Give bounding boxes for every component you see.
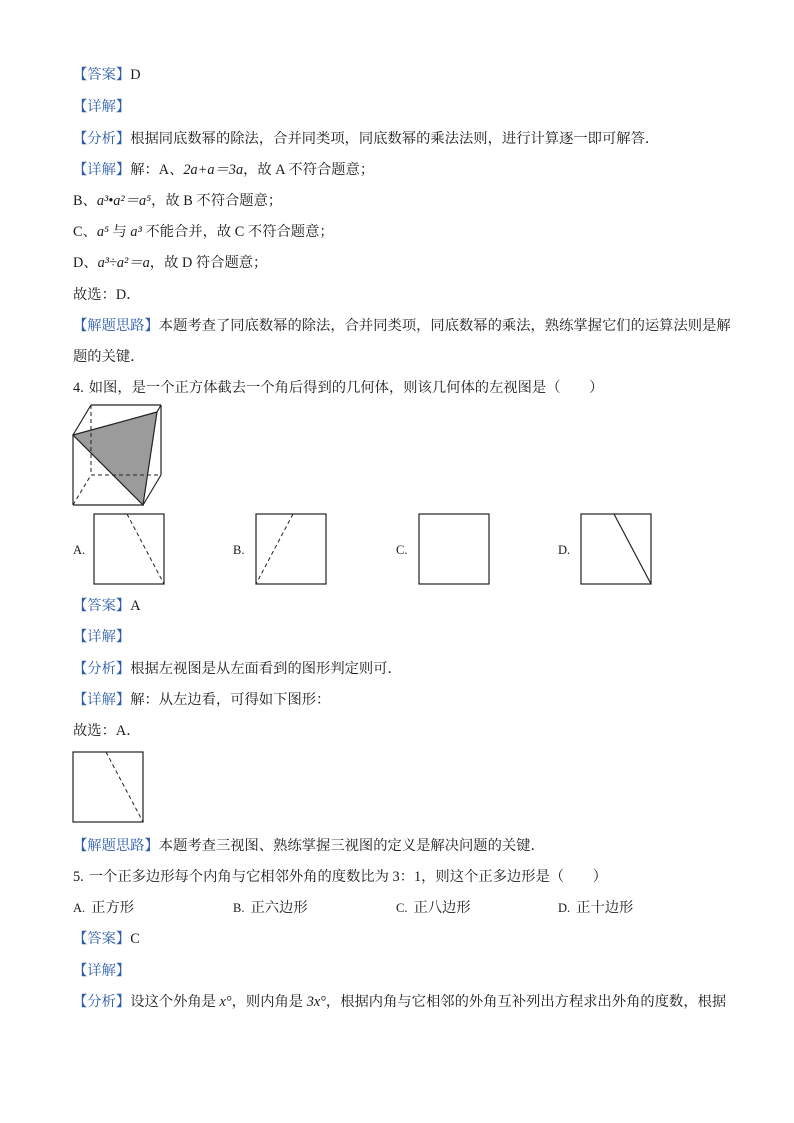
option-c-view [418, 513, 490, 585]
q5-analysis [73, 992, 726, 1012]
q5-detail-heading [73, 961, 130, 981]
math-expression: a³•a²＝a⁵ [96, 193, 152, 209]
q4-choice: 故选：A． [73, 723, 141, 739]
q3-choice: 故选：D． [73, 287, 141, 303]
view-square [94, 514, 164, 584]
q3-solution-line-c [73, 222, 334, 242]
option-letter: C. [396, 543, 408, 557]
math-expression: x° [219, 994, 232, 1010]
analysis-text: ，根据内角与它相邻的外角互补列出方程求出外角的度数，根据 [325, 994, 727, 1010]
q5-option-d [558, 898, 633, 918]
dashed-line [127, 514, 164, 584]
option-a-label [73, 540, 91, 560]
option-letter: B. [233, 901, 245, 915]
answer-label: 【答案】 [73, 67, 131, 83]
option-letter: D. [558, 901, 571, 915]
option-text: 正十边形 [576, 900, 634, 916]
q3-answer [73, 65, 141, 85]
q4-solution [73, 690, 330, 710]
view-square [73, 752, 143, 822]
solution-text: B、 [73, 193, 97, 209]
analysis-text: 设这个外角是 [130, 994, 220, 1010]
analysis-text: ，则内角是 [231, 994, 307, 1010]
q3-idea [73, 316, 731, 336]
question-text: 如图，是一个正方体截去一个角后得到的几何体，则该几何体的左视图是（ ） [88, 380, 604, 396]
solution-text: 不能合并，故 C 不符合题意； [141, 224, 334, 240]
answer-label: 【答案】 [73, 598, 131, 614]
q4-stem [73, 378, 603, 398]
q3-solution-line-a [73, 160, 374, 180]
analysis-text: 根据左视图是从左面看到的图形判定则可． [130, 661, 402, 677]
solution-text: ，故 D 符合题意； [149, 255, 268, 271]
solution-text: ，故 B 不符合题意； [151, 193, 283, 209]
solution-text: 解：A、 [130, 162, 184, 178]
question-number: 5. [73, 869, 84, 885]
q4-idea [73, 836, 545, 856]
option-text: 正六边形 [250, 900, 308, 916]
q4-answer [73, 596, 141, 616]
analysis-label: 【分析】 [73, 994, 131, 1010]
option-text: 正八边形 [413, 900, 471, 916]
option-text: 正方形 [91, 900, 135, 916]
q4-detail-heading [73, 627, 130, 647]
solution-text: C、 [73, 224, 97, 240]
math-expression: 2a+a＝3a [183, 162, 244, 178]
idea-label: 【解题思路】 [73, 838, 159, 854]
math-expression: 3x° [306, 994, 326, 1010]
analysis-label: 【分析】 [73, 131, 131, 147]
math-expression: a³÷a²＝a [97, 255, 150, 271]
analysis-label: 【分析】 [73, 661, 131, 677]
q3-idea-continued: 题的关键． [73, 349, 145, 365]
q3-solution-line-d [73, 253, 267, 273]
answer-label: 【答案】 [73, 931, 131, 947]
view-square [581, 514, 651, 584]
question-number: 4. [73, 380, 84, 396]
idea-label: 【解题思路】 [73, 318, 159, 334]
solution-text: ，故 A 不符合题意； [243, 162, 375, 178]
detail-label: 【详解】 [73, 963, 131, 979]
view-square [419, 514, 489, 584]
q5-option-b [233, 898, 308, 918]
option-letter: B. [233, 543, 245, 557]
answer-value: A [130, 598, 141, 614]
idea-text: 本题考查了同底数幂的除法，合并同类项，同底数幂的乘法，熟练掌握它们的运算法则是解 [158, 318, 731, 334]
option-letter: A. [73, 901, 86, 915]
option-b-view [255, 513, 327, 585]
dashed-line [256, 514, 293, 584]
analysis-text: 根据同底数幂的除法，合并同类项，同底数幂的乘法法则，进行计算逐一即可解答． [130, 131, 660, 147]
solution-text: 解：从左边看，可得如下图形： [130, 692, 331, 708]
detail-label: 【详解】 [73, 99, 131, 115]
cube-edge [157, 405, 161, 412]
math-expression: a⁵ [96, 224, 109, 240]
option-c-label [396, 540, 413, 560]
option-letter: C. [396, 901, 408, 915]
q3-detail-heading [73, 97, 130, 117]
dashed-line [106, 752, 143, 822]
option-d-view [580, 513, 652, 585]
solution-label: 【详解】 [73, 692, 131, 708]
math-expression: a³ [130, 224, 142, 240]
q5-answer [73, 929, 140, 949]
option-d-label [558, 540, 576, 560]
view-square [256, 514, 326, 584]
option-a-view [93, 513, 165, 585]
left-view-answer-figure [72, 751, 144, 823]
q4-analysis [73, 659, 402, 679]
option-letter: A. [73, 543, 86, 557]
option-letter: D. [558, 543, 571, 557]
question-text: 一个正多边形每个内角与它相邻外角的度数比为 3：1，则这个正多边形是（ ） [88, 869, 607, 885]
solution-text: 与 [108, 224, 131, 240]
detail-label: 【详解】 [73, 629, 131, 645]
q3-solution-line-b [73, 191, 282, 211]
solution-text: D、 [73, 255, 98, 271]
solid-line [614, 514, 651, 584]
q3-analysis [73, 129, 659, 149]
cut-face [73, 412, 157, 505]
q5-option-c [396, 898, 471, 918]
q5-stem [73, 867, 607, 887]
answer-value: C [130, 931, 140, 947]
option-b-label [233, 540, 250, 560]
idea-text: 本题考查三视图、熟练掌握三视图的定义是解决问题的关键． [158, 838, 545, 854]
cut-cube-figure [70, 400, 166, 510]
q5-option-a [73, 898, 134, 918]
solution-label: 【详解】 [73, 162, 131, 178]
hidden-edge [73, 475, 91, 505]
answer-value: D [130, 67, 141, 83]
